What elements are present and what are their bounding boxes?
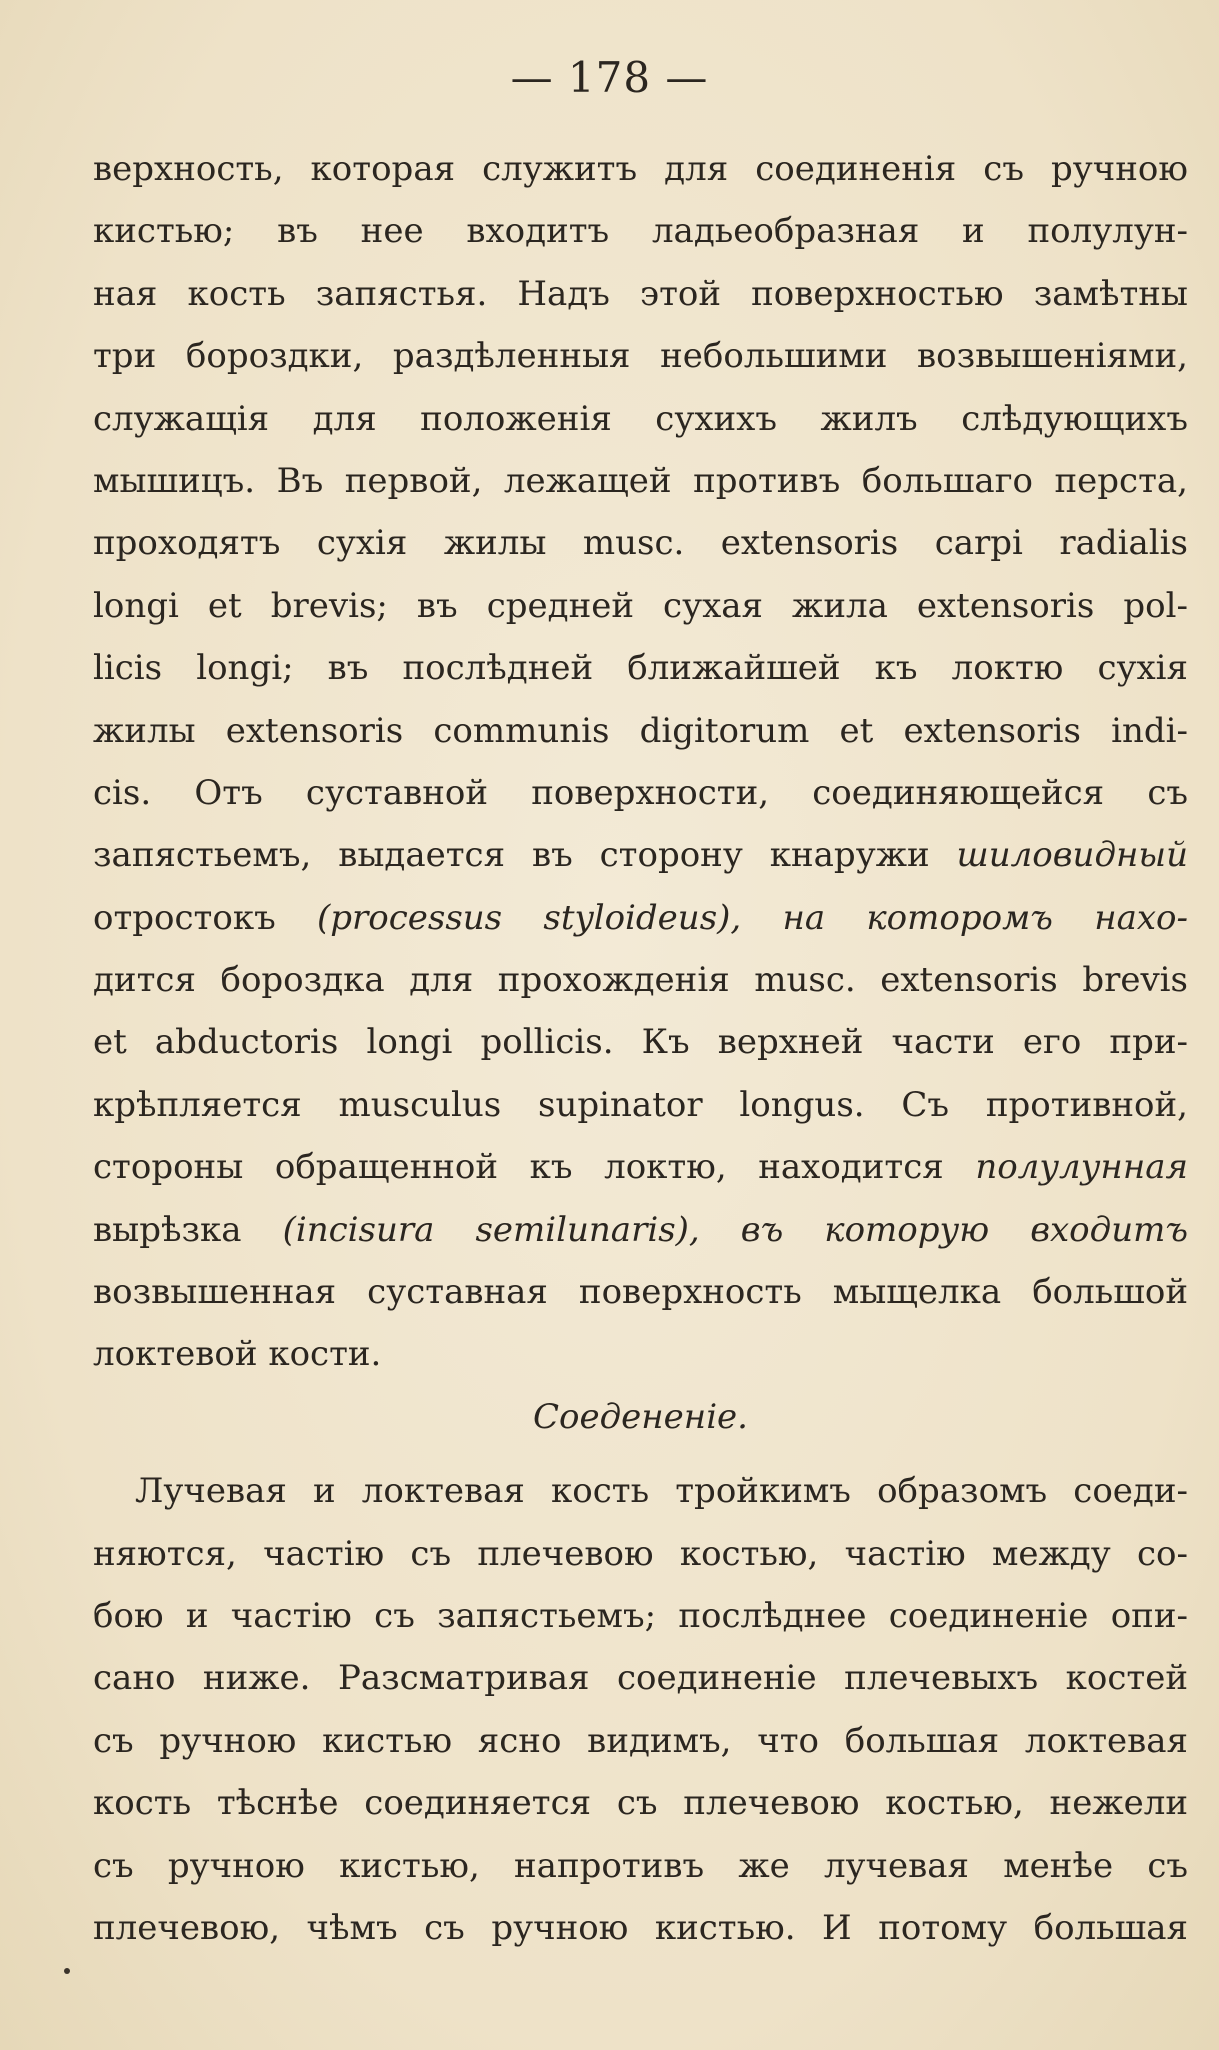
paragraph-bones-description [93, 138, 1188, 1386]
paragraph-spacer [93, 1448, 1188, 1460]
text-line: стороны обращенной къ локтю, находится полулунная [93, 1147, 1188, 1188]
text-line: отростокъ (processus styloideus), на которомъ нахо- [93, 897, 1188, 938]
text-line: три бороздки, раздѣленныя небольшими возвышеніями, [93, 336, 1188, 377]
text-line: проходятъ сухія жилы musc. extensoris carpi radialis [93, 523, 1188, 564]
text-line: возвышенная суставная поверхность мыщелка большой [93, 1272, 1188, 1313]
text-line: кистью; въ нее входитъ ладьеобразная и полулун- [93, 211, 1188, 252]
text-line: бою и частію съ запястьемъ; послѣднее соединеніе опи- [93, 1595, 1188, 1636]
page-number: — 178 — [510, 53, 709, 102]
text-line: кость тѣснѣе соединяется съ плечевою костью, нежели [93, 1783, 1188, 1824]
ink-speck [64, 1968, 70, 1974]
text-line: съ ручною кистью ясно видимъ, что большая локтевая [93, 1720, 1188, 1761]
text-line: служащія для положенія сухихъ жилъ слѣдующихъ [93, 398, 1188, 439]
text-line: плечевою, чѣмъ съ ручною кистью. И потому большая [93, 1907, 1188, 1948]
text-line: крѣпляется musculus supinator longus. Съ противной, [93, 1084, 1188, 1125]
text-line: ная кость запястья. Надъ этой поверхностью замѣтны [93, 273, 1188, 314]
text-line: няются, частію съ плечевою костью, частію между со- [93, 1533, 1188, 1574]
text-line: Лучевая и локтевая кость тройкимъ образомъ соеди- [135, 1471, 1188, 1512]
text-line: longi et brevis; въ средней сухая жила extensoris pol- [93, 585, 1188, 626]
text-line: et abductoris longi pollicis. Къ верхней части его при- [93, 1022, 1188, 1063]
text-line: жилы extensoris communis digitorum et extensoris indi- [93, 710, 1188, 751]
text-line: мышицъ. Въ первой, лежащей противъ большаго перста, [93, 460, 1188, 501]
paragraph-joints [93, 1460, 1188, 1959]
body-text [93, 138, 1188, 1959]
text-line: съ ручною кистью, напротивъ же лучевая менѣе съ [93, 1845, 1188, 1886]
text-line: вырѣзка (incisura semilunaris), въ которую входитъ [93, 1209, 1188, 1250]
text-line: верхность, которая служитъ для соединенія съ ручною [93, 149, 1188, 189]
section-heading: Соедененіе. [533, 1396, 748, 1437]
text-line: cis. Отъ суставной поверхности, соединяющейся съ [93, 772, 1188, 813]
text-line: дится бороздка для прохожденія musc. extensoris brevis [93, 960, 1188, 1001]
text-line: запястьемъ, выдается въ сторону кнаружи шиловидный [93, 835, 1188, 876]
text-line: локтевой кости. [93, 1334, 382, 1375]
text-line: licis longi; въ послѣдней ближайшей къ локтю сухія [93, 648, 1188, 689]
text-line: сано ниже. Разсматривая соединеніе плечевыхъ костей [93, 1658, 1188, 1699]
